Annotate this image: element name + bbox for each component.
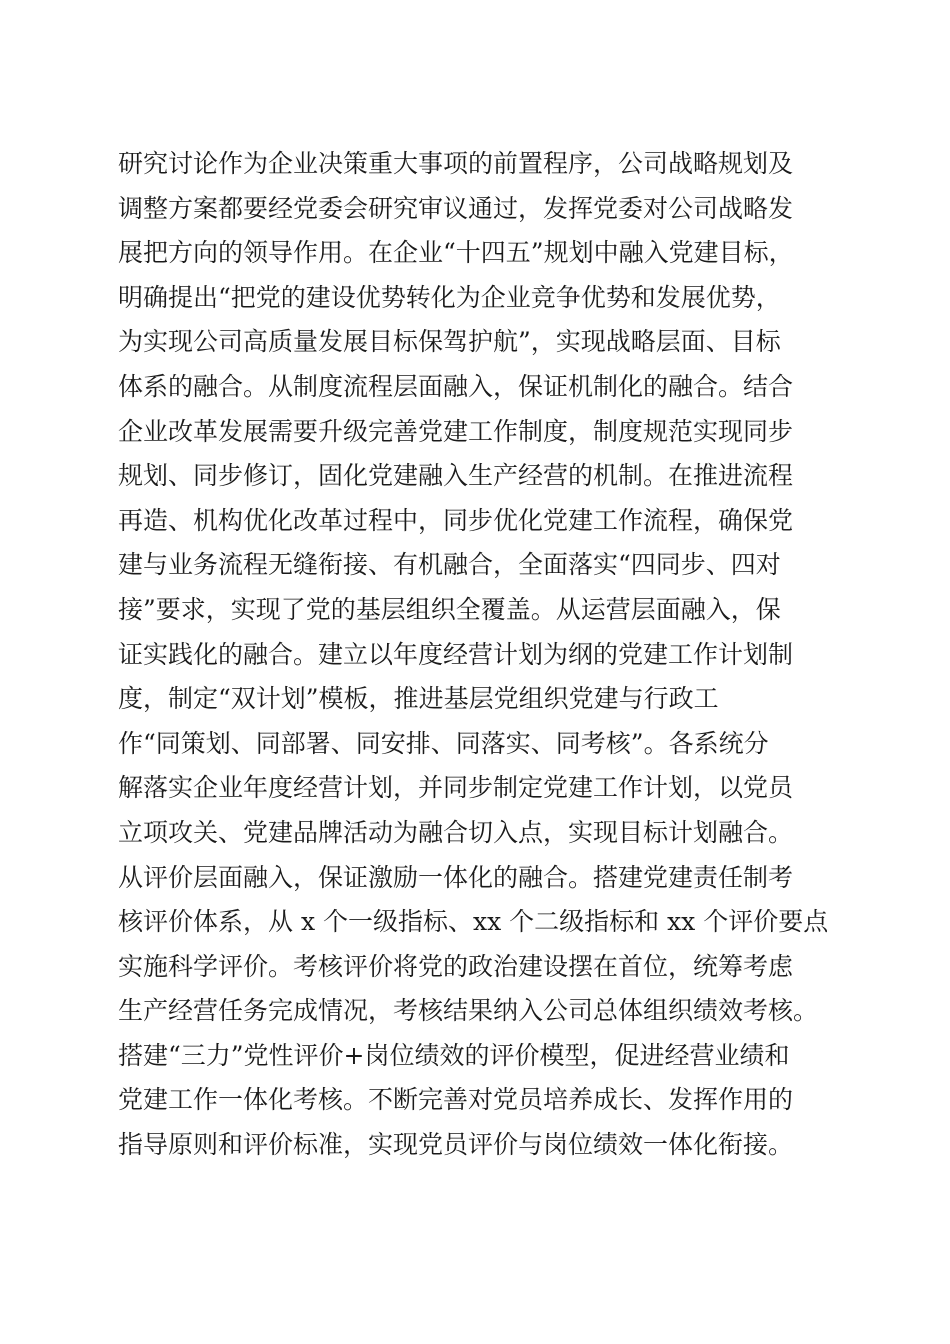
text-line-22: 党建工作一体化考核。不断完善对党员培养成长、发挥作用的 xyxy=(118,1085,794,1115)
text-line-6: 体系的融合。从制度流程层面融入，保证机制化的融合。结合 xyxy=(118,371,794,401)
text-line-14: 作“同策划、同部署、同安排、同落实、同考核”。各系统分 xyxy=(118,728,769,758)
text-line-7: 企业改革发展需要升级完善党建工作制度，制度规范实现同步 xyxy=(118,416,794,446)
text-line-13: 度，制定“双计划”模板，推进基层党组织党建与行政工 xyxy=(118,684,719,714)
text-line-23: 指导原则和评价标准，实现党员评价与岗位绩效一体化衔接。 xyxy=(118,1130,794,1160)
text-line-8: 规划、同步修订，固化党建融入生产经营的机制。在推进流程 xyxy=(118,461,794,491)
text-line-18: 核评价体系，从 x 个一级指标、xx 个二级指标和 xx 个评价要点 xyxy=(118,907,829,937)
text-line-4: 明确提出“把党的建设优势转化为企业竞争优势和发展优势， xyxy=(118,282,781,312)
text-line-5: 为实现公司高质量发展目标保驾护航”，实现战略层面、目标 xyxy=(118,327,781,357)
text-line-15: 解落实企业年度经营计划，并同步制定党建工作计划，以党员 xyxy=(118,773,794,803)
text-line-3: 展把方向的领导作用。在企业“十四五”规划中融入党建目标， xyxy=(118,238,794,268)
text-line-2: 调整方案都要经党委会研究审议通过，发挥党委对公司战略发 xyxy=(118,193,794,223)
text-line-19: 实施科学评价。考核评价将党的政治建设摆在首位，统筹考虑 xyxy=(118,951,794,981)
text-line-10: 建与业务流程无缝衔接、有机融合，全面落实“四同步、四对 xyxy=(118,550,781,580)
text-line-20: 生产经营任务完成情况，考核结果纳入公司总体组织绩效考核。 xyxy=(118,996,819,1026)
text-line-1: 研究讨论作为企业决策重大事项的前置程序，公司战略规划及 xyxy=(118,149,794,178)
text-line-16: 立项攻关、党建品牌活动为融合切入点，实现目标计划融合。 xyxy=(118,817,794,847)
text-line-21: 搭建“三力”党性评价+岗位绩效的评价模型，促进经营业绩和 xyxy=(118,1040,790,1070)
text-line-9: 再造、机构优化改革过程中，同步优化党建工作流程，确保党 xyxy=(118,505,794,535)
body-paragraph xyxy=(118,142,858,1168)
text-line-12: 证实践化的融合。建立以年度经营计划为纲的党建工作计划制 xyxy=(118,639,794,669)
text-line-11: 接”要求，实现了党的基层组织全覆盖。从运营层面融入，保 xyxy=(118,594,781,624)
text-line-17: 从评价层面融入，保证激励一体化的融合。搭建党建责任制考 xyxy=(118,862,794,892)
